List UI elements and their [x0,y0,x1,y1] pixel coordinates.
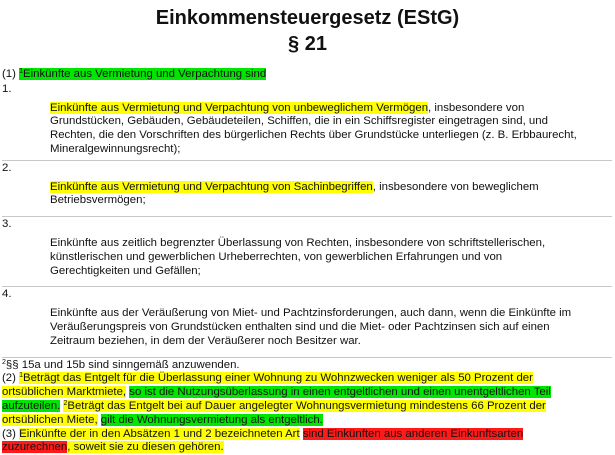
divider [2,357,612,358]
abs1-tail [2,359,612,373]
item-number-2: 2. [2,161,12,174]
abs1-marker: (1) [2,68,20,80]
item-3-line: Gerechtigkeiten und Gefällen; [50,264,201,277]
abs3-line-2 [2,441,612,455]
item-1-highlight: Einkünfte aus Vermietung und Verpachtung von unbeweglichem Vermögen [50,101,429,114]
item-4-line: Einkünfte aus der Veräußerung von Miet- und Pachtzinsforderungen, auch dann, wenn die Einkünfte im [50,307,572,320]
item-number-4: 4. [2,288,12,301]
abs2-text: Beträgt das Entgelt bei auf Dauer angelegter Wohnungsvermietung mindestens 66 Prozent der [67,399,546,412]
abs2-green-text: aufzuteilen. [2,399,61,412]
abs3-marker: (3) [2,427,20,440]
abs2-line-4 [2,414,612,428]
abs1-heading: Einkünfte aus Vermietung und Verpachtung sind [23,68,267,80]
abs2-green-text: so ist die Nutzungsüberlassung in einen entgeltlichen und einen unentgeltlichen Teil [129,386,551,399]
law-text [2,68,612,455]
item-4-line: Zeitraum beziehen, in dem der Veräußerer noch Besitzer war. [50,334,361,347]
item-number-3: 3. [2,218,12,231]
abs2-line-1 [2,372,612,386]
abs3-red-text: sind Einkünften aus anderen Einkunftsarten [302,427,524,440]
item-4-line: Veräußerungspreis von Grundstücken enthalten sind und die Miet- oder Pachtzinsen sich auf einen [50,320,550,333]
sentence-number: 2 [2,358,6,366]
sentence-number: 2 [63,399,68,407]
abs2-line-2 [2,386,612,400]
item-1-text: , insbesondere von [428,101,525,114]
abs3-text: Einkünfte der in den Absätzen 1 und 2 bezeichneten Art [19,427,300,440]
abs1-heading-line [2,68,612,82]
abs1-heading-highlight [19,68,266,80]
abs1-tail-text: §§ 15a und 15b sind sinngemäß anzuwenden. [5,358,240,371]
item-3-line: Einkünfte aus zeitlich begrenzter Überlassung von Rechten, insbesondere von schriftstellerischen, [50,236,546,249]
abs2-green-text: gilt die Wohnungsvermietung als entgeltlich. [100,413,323,426]
abs2-text: Beträgt das Entgelt für die Überlassung einer Wohnung zu Wohnzwecken weniger als 50 Prozent der [23,372,533,385]
abs2-text: ortsüblichen Marktmiete, [2,386,127,399]
item-1-line: Grundstücken, Gebäuden, Gebäudeteilen, Schiffen, die in ein Schiffsregister eingetragen sind, und [50,115,548,128]
abs3-text: , soweit sie zu diesen gehören. [67,441,224,454]
abs2-marker: (2) [2,372,20,385]
sentence-number: 1 [19,372,23,380]
divider [2,216,612,217]
list-item-2 [50,181,612,209]
item-1-line: Mineralgewinnungsrecht); [50,142,181,155]
list-item-4 [50,307,612,348]
abs2-line-3 [2,400,612,414]
abs3-line-1 [2,428,612,442]
section-number: § 21 [288,33,327,55]
list-item-1 [50,102,612,157]
item-number-1: 1. [2,82,12,95]
sentence-number: 1 [19,68,23,75]
divider [2,286,612,287]
item-3-line: künstlerischen und gewerblichen Urheberrechten, von gewerblichen Erfahrungen und von [50,250,503,263]
item-2-text: , insbesondere von beweglichem [372,180,539,193]
list-item-3 [50,237,612,278]
divider [2,160,612,161]
item-1-line: Rechten, die den Vorschriften des bürgerlichen Rechts über Grundstücke unterliegen (z. B. Erbbaurecht, [50,129,577,142]
document-header [0,0,615,56]
item-2-highlight: Einkünfte aus Vermietung und Verpachtung von Sachinbegriffen [50,180,373,193]
abs3-red-text: zuzurechnen [2,441,68,454]
abs2-text: ortsüblichen Miete, [2,413,98,426]
item-2-line: Betriebsvermögen; [50,194,146,207]
law-title: Einkommensteuergesetz (EStG) [155,7,460,29]
